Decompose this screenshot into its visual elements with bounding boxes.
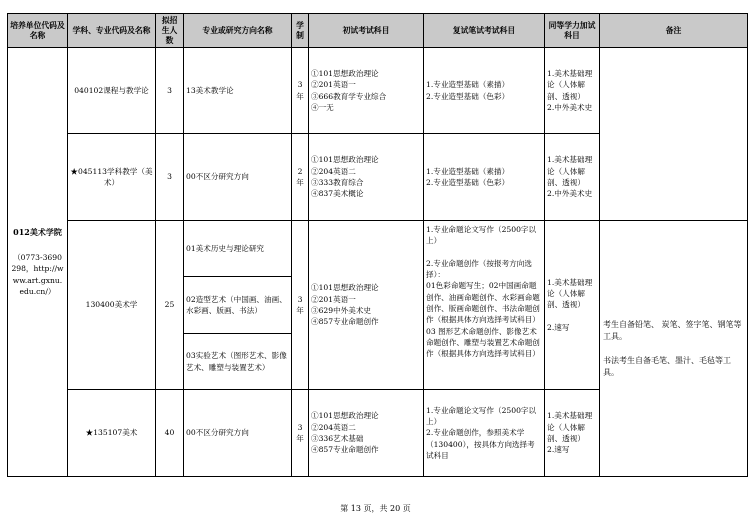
unit-contact: （0773-3690298，http://www.art.gxnu.edu.cn/） <box>11 253 64 296</box>
page-footer: 第 13 页，共 20 页 <box>340 504 411 513</box>
retest-subjects-cell: 1.专业造型基础（素描） 2.专业造型基础（色彩） <box>424 48 545 134</box>
header-direction: 专业或研究方向名称 <box>184 14 292 48</box>
direction-cell: 02造型艺术（中国画、油画、水彩画、版画、书法） <box>184 277 292 334</box>
enrollment-table <box>7 13 748 477</box>
header-years: 学制 <box>292 14 309 48</box>
major-cell: 130400美术学 <box>68 221 156 390</box>
header-notes: 备注 <box>600 14 748 48</box>
major-cell: ★135107美术 <box>68 390 156 477</box>
major-cell: ★045113学科教学（美术） <box>68 134 156 221</box>
years-cell: 2年 <box>292 134 309 221</box>
initial-subjects-cell: ①101思想政治理论 ②204英语二 ③333教育综合 ④837美术概论 <box>309 134 424 221</box>
direction-cell: 00不区分研究方向 <box>184 134 292 221</box>
quota-cell: 3 <box>156 48 184 134</box>
table-row <box>8 221 748 277</box>
equivalent-subjects-cell: 1.美术基础理论（人体解剖、透视） 2.中外美术史 <box>545 134 600 221</box>
quota-cell: 25 <box>156 221 184 390</box>
initial-subjects-cell: ①101思想政治理论 ②204英语二 ③336艺术基础 ④857专业命题创作 <box>309 390 424 477</box>
direction-cell: 00不区分研究方向 <box>184 390 292 477</box>
years-cell: 3年 <box>292 221 309 390</box>
initial-subjects-cell: ①101思想政治理论 ②201英语一 ③666教育学专业综合 ④一无 <box>309 48 424 134</box>
retest-subjects-cell: 1.专业命题论文写作（2500字以上） 2.专业命题创作（按报考方向选择）： 01色彩命题写生；02中国画命题创作、油画命题创作、水彩画命题创作、版画命题创作、书法命题创作（根据具体方向选择考试科目） 03 图形艺术命题创作、影像艺术命题创作、雕塑与装置艺术命题创作（根据具体方向选择考试科目） <box>424 221 545 390</box>
quota-cell: 3 <box>156 134 184 221</box>
header-row <box>8 14 748 48</box>
quota-cell: 40 <box>156 390 184 477</box>
initial-subjects-cell: ①101思想政治理论 ②201英语一 ③629中外美术史 ④857专业命题创作 <box>309 221 424 390</box>
direction-cell: 13美术教学论 <box>184 48 292 134</box>
unit-cell <box>8 48 68 477</box>
years-cell: 3年 <box>292 390 309 477</box>
major-cell: 040102课程与教学论 <box>68 48 156 134</box>
years-cell: 3年 <box>292 48 309 134</box>
equivalent-subjects-cell: 1.美术基础理论（人体解剖、透视） 2.速写 <box>545 221 600 390</box>
equivalent-subjects-cell: 1.美术基础理论（人体解剖、透视） 2.中外美术史 <box>545 48 600 134</box>
table-row <box>8 48 748 134</box>
header-initial: 初试考试科目 <box>309 14 424 48</box>
notes-empty-cell <box>600 48 748 221</box>
equivalent-subjects-cell: 1.美术基础理论（人体解剖、透视） 2.速写 <box>545 390 600 477</box>
notes-cell: 考生自备铅笔、 炭笔、签字笔、钢笔等工具。 书法考生自备毛笔、墨汁、毛毡等工具。 <box>600 221 748 477</box>
direction-cell: 01美术历史与理论研究 <box>184 221 292 277</box>
header-unit: 培养单位代码及名称 <box>8 14 68 48</box>
header-quota: 拟招生人数 <box>156 14 184 48</box>
header-equivalent: 同等学力加试科目 <box>545 14 600 48</box>
retest-subjects-cell: 1.专业命题论文写作（2500字以上） 2.专业命题创作，参照美术学（130400），按具体方向选择考试科目 <box>424 390 545 477</box>
retest-subjects-cell: 1.专业造型基础（素描） 2.专业造型基础（色彩） <box>424 134 545 221</box>
direction-cell: 03实验艺术（图形艺术、影像艺术、雕塑与装置艺术） <box>184 334 292 390</box>
header-major: 学科、专业代码及名称 <box>68 14 156 48</box>
header-retest: 复试笔试考试科目 <box>424 14 545 48</box>
unit-name: 012美术学院 <box>13 226 62 237</box>
